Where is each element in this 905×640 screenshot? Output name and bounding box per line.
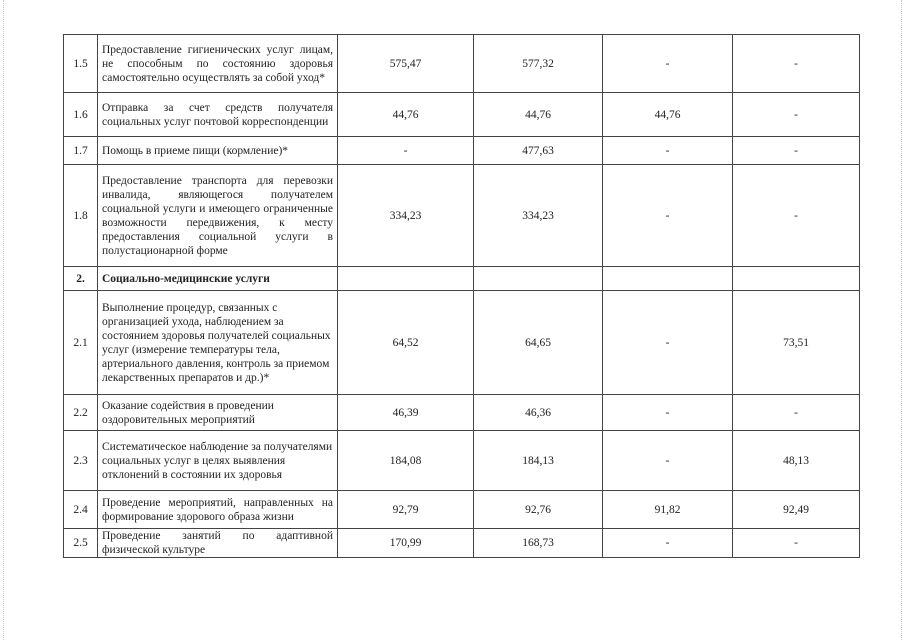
price-cell: - xyxy=(603,291,733,395)
price-cell: - xyxy=(603,137,733,165)
price-cell: - xyxy=(733,529,860,558)
table-row xyxy=(64,35,860,93)
table-row xyxy=(64,93,860,137)
row-number: 2.5 xyxy=(64,529,98,558)
service-name: Проведение занятий по адаптивной физической культуре xyxy=(98,529,338,558)
price-cell: 170,99 xyxy=(338,529,474,558)
price-cell: 44,76 xyxy=(474,93,603,137)
service-name: Проведение мероприятий, направленных на формирование здорового образа жизни xyxy=(98,491,338,529)
price-cell xyxy=(603,267,733,291)
price-cell: 477,63 xyxy=(474,137,603,165)
price-cell: 334,23 xyxy=(474,165,603,267)
table-row xyxy=(64,431,860,491)
price-cell: 44,76 xyxy=(338,93,474,137)
price-cell: - xyxy=(733,35,860,93)
price-cell: 184,08 xyxy=(338,431,474,491)
price-cell: - xyxy=(603,165,733,267)
service-name: Оказание содействия в проведении оздоровительных мероприятий xyxy=(98,395,338,431)
price-cell: 168,73 xyxy=(474,529,603,558)
table-row xyxy=(64,529,860,558)
price-cell: 92,79 xyxy=(338,491,474,529)
section-row xyxy=(64,267,860,291)
service-name: Выполнение процедур, связанных с организацией ухода, наблюдением за состоянием здоровья получателей социальных услуг (измерение температуры тела, артериального давления, контроль за приемом лекарственных препаратов и др.)* xyxy=(98,291,338,395)
price-cell: 64,52 xyxy=(338,291,474,395)
table-row xyxy=(64,165,860,267)
price-cell: - xyxy=(603,529,733,558)
table-row xyxy=(64,137,860,165)
price-cell: 577,32 xyxy=(474,35,603,93)
row-number: 2.3 xyxy=(64,431,98,491)
price-cell: 184,13 xyxy=(474,431,603,491)
price-cell: 64,65 xyxy=(474,291,603,395)
price-cell: - xyxy=(603,395,733,431)
service-name: Предоставление транспорта для перевозки инвалида, являющегося получателем социальной услуги и имеющего ограниченные возможности передвижения, к месту предоставления социальной услуги в полустационарной форме xyxy=(98,165,338,267)
page-edge-left xyxy=(3,0,4,640)
price-cell: - xyxy=(733,395,860,431)
price-cell: 48,13 xyxy=(733,431,860,491)
price-cell: - xyxy=(603,431,733,491)
row-number: 1.8 xyxy=(64,165,98,267)
table-row xyxy=(64,291,860,395)
price-cell: 92,76 xyxy=(474,491,603,529)
row-number: 2.4 xyxy=(64,491,98,529)
service-name: Отправка за счет средств получателя социальных услуг почтовой корреспонденции xyxy=(98,93,338,137)
price-cell: 92,49 xyxy=(733,491,860,529)
row-number: 1.5 xyxy=(64,35,98,93)
row-number: 1.7 xyxy=(64,137,98,165)
price-cell: - xyxy=(733,137,860,165)
price-cell: - xyxy=(603,35,733,93)
row-number: 2.1 xyxy=(64,291,98,395)
section-title: Социально-медицинские услуги xyxy=(98,267,338,291)
price-cell: - xyxy=(733,93,860,137)
price-cell: 334,23 xyxy=(338,165,474,267)
price-cell: - xyxy=(338,137,474,165)
page-edge-right xyxy=(901,0,902,640)
price-cell xyxy=(338,267,474,291)
price-cell: 46,36 xyxy=(474,395,603,431)
price-cell: 575,47 xyxy=(338,35,474,93)
service-name: Помощь в приеме пищи (кормление)* xyxy=(98,137,338,165)
price-cell: 44,76 xyxy=(603,93,733,137)
service-name: Систематическое наблюдение за получателями социальных услуг в целях выявления отклонений в состоянии их здоровья xyxy=(98,431,338,491)
price-cell: - xyxy=(733,165,860,267)
section-number: 2. xyxy=(64,267,98,291)
table-row xyxy=(64,491,860,529)
tariff-table xyxy=(63,34,860,558)
price-cell: 73,51 xyxy=(733,291,860,395)
price-cell xyxy=(474,267,603,291)
table-row xyxy=(64,395,860,431)
price-cell: 46,39 xyxy=(338,395,474,431)
row-number: 1.6 xyxy=(64,93,98,137)
price-cell xyxy=(733,267,860,291)
row-number: 2.2 xyxy=(64,395,98,431)
service-name: Предоставление гигиенических услуг лицам, не способным по состоянию здоровья самостоятельно осуществлять за собой уход* xyxy=(98,35,338,93)
price-cell: 91,82 xyxy=(603,491,733,529)
